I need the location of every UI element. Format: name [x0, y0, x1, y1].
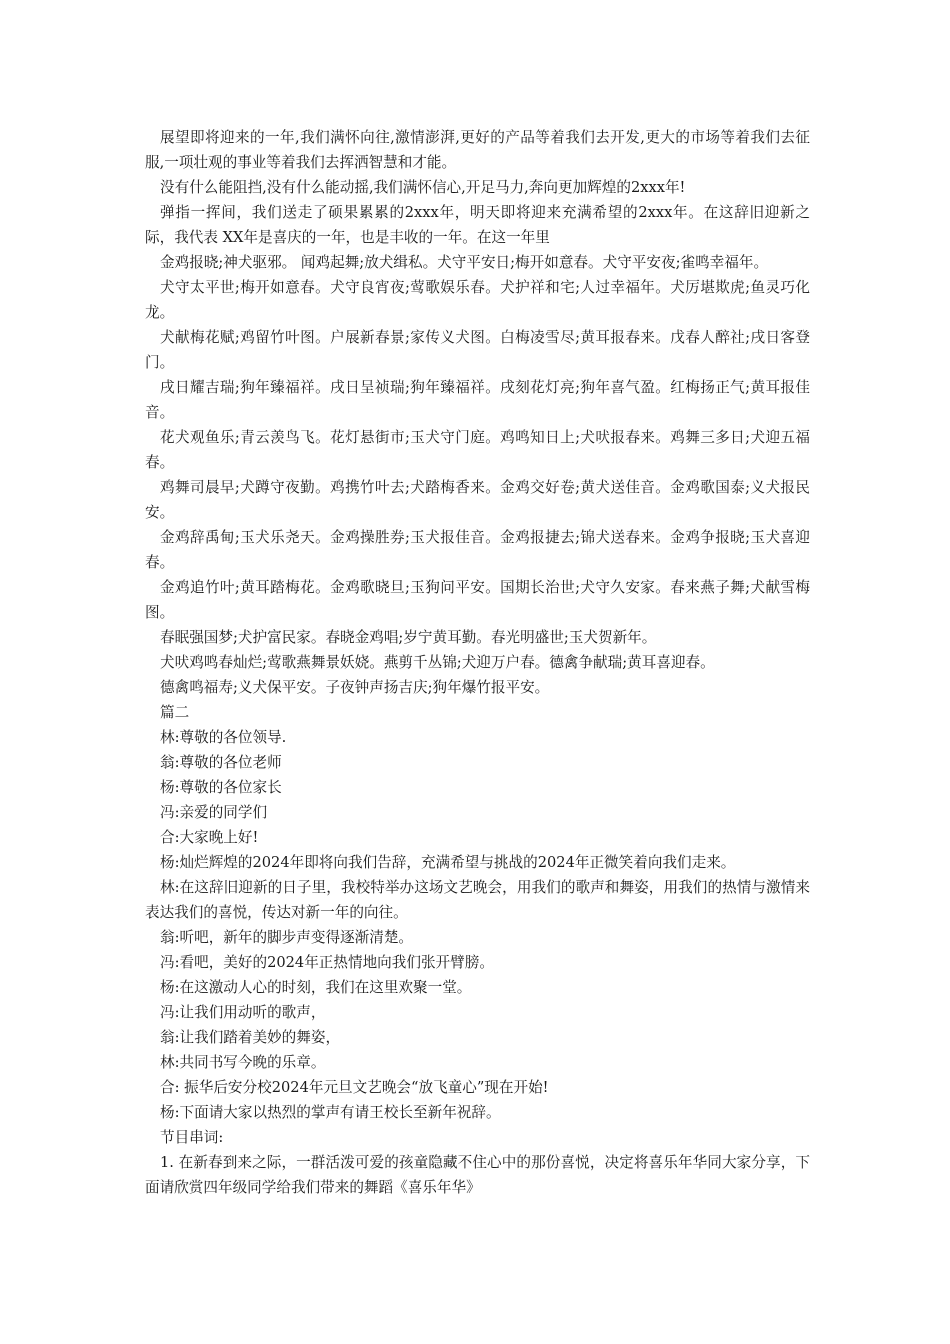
script-line: 林:共同书写今晚的乐章。 [160, 1054, 326, 1071]
paragraph: 弹指一挥间，我们送走了硕果累累的2xxx年，明天即将迎来充满希望的2xxx年。在这辞旧迎新之际，我代表 XX年是喜庆的一年，也是丰收的一年。在这一年里 [145, 204, 810, 246]
section-heading: 节目串词: [160, 1129, 224, 1146]
script-line: 冯:让我们用动听的歌声， [160, 1004, 326, 1021]
script-line: 翁:让我们踏着美妙的舞姿， [160, 1029, 341, 1046]
paragraph: 金鸡报晓;神犬驱邪。 闻鸡起舞;放犬缉私。犬守平安日;梅开如意春。犬守平安夜;雀鸣幸福年。 [160, 254, 769, 271]
script-line: 杨:下面请大家以热烈的掌声有请王校长至新年祝辞。 [160, 1104, 501, 1121]
paragraph: 鸡舞司晨早;犬蹲守夜勤。鸡携竹叶去;犬踏梅香来。金鸡交好卷;黄犬送佳音。金鸡歌国泰;义犬报民安。 [145, 479, 810, 521]
paragraph: 春眠强国梦;犬护富民家。春晓金鸡唱;岁宁黄耳勤。春光明盛世;玉犬贺新年。 [160, 629, 657, 646]
paragraph: 展望即将迎来的一年,我们满怀向往,激情澎湃,更好的产品等着我们去开发,更大的市场等着我们去征服,一项壮观的事业等着我们去挥洒智慧和才能。 [145, 129, 810, 171]
paragraph: 犬献梅花赋;鸡留竹叶图。户展新春景;家传义犬图。白梅凌雪尽;黄耳报春来。戊春人醉社;戌日客登门。 [145, 329, 810, 371]
document-page [145, 125, 810, 1200]
paragraph: 没有什么能阻挡,没有什么能动摇,我们满怀信心,开足马力,奔向更加辉煌的2xxx年! [160, 179, 686, 196]
paragraph: 1. 在新春到来之际，一群活泼可爱的孩童隐藏不住心中的那份喜悦，决定将喜乐年华同大家分享，下面请欣赏四年级同学给我们带来的舞蹈《喜乐年华》 [145, 1154, 810, 1196]
paragraph: 花犬观鱼乐;青云羡鸟飞。花灯悬街市;玉犬守门庭。鸡鸣知日上;犬吠报春来。鸡舞三多日;犬迎五福春。 [145, 429, 810, 471]
paragraph: 犬守太平世;梅开如意春。犬守良宵夜;莺歌娱乐春。犬护祥和宅;人过幸福年。犬厉堪欺虎;鱼灵巧化龙。 [145, 279, 810, 321]
paragraph: 金鸡追竹叶;黄耳踏梅花。金鸡歌晓旦;玉狗问平安。国期长治世;犬守久安家。春来燕子舞;犬献雪梅图。 [145, 579, 810, 621]
paragraph: 犬吠鸡鸣春灿烂;莺歌燕舞景妖娆。燕剪千丛锦;犬迎万户春。德禽争献瑞;黄耳喜迎春。 [160, 654, 715, 671]
script-line: 冯:看吧，美好的2024年正热情地向我们张开臂膀。 [160, 954, 494, 971]
script-line: 林:尊敬的各位领导. [160, 729, 287, 746]
script-line: 翁:尊敬的各位老师 [160, 754, 282, 771]
script-line: 杨:尊敬的各位家长 [160, 779, 282, 796]
script-line: 合: 振华后安分校2024年元旦文艺晚会“放飞童心”现在开始! [160, 1079, 549, 1096]
paragraph: 金鸡辞禹甸;玉犬乐尧天。金鸡操胜券;玉犬报佳音。金鸡报捷去;锦犬送春来。金鸡争报晓;玉犬喜迎春。 [145, 529, 810, 571]
script-line: 翁:听吧，新年的脚步声变得逐渐清楚。 [160, 929, 414, 946]
script-line: 冯:亲爱的同学们 [160, 804, 268, 821]
script-line: 合:大家晚上好! [160, 829, 259, 846]
script-line: 杨:在这激动人心的时刻，我们在这里欢聚一堂。 [160, 979, 472, 996]
script-line: 杨:灿烂辉煌的2024年即将向我们告辞，充满希望与挑战的2024年正微笑着向我们走来。 [160, 854, 736, 871]
paragraph: 戌日耀吉瑞;狗年臻福祥。戌日呈祯瑞;狗年臻福祥。戌刻花灯亮;狗年喜气盈。红梅扬正气;黄耳报佳音。 [145, 379, 810, 421]
section-heading: 篇二 [160, 704, 190, 721]
paragraph: 德禽鸣福寿;义犬保平安。子夜钟声扬吉庆;狗年爆竹报平安。 [160, 679, 550, 696]
script-line: 林:在这辞旧迎新的日子里，我校特举办这场文艺晚会，用我们的歌声和舞姿，用我们的热情与激情来表达我们的喜悦，传达对新一年的向往。 [145, 879, 810, 921]
